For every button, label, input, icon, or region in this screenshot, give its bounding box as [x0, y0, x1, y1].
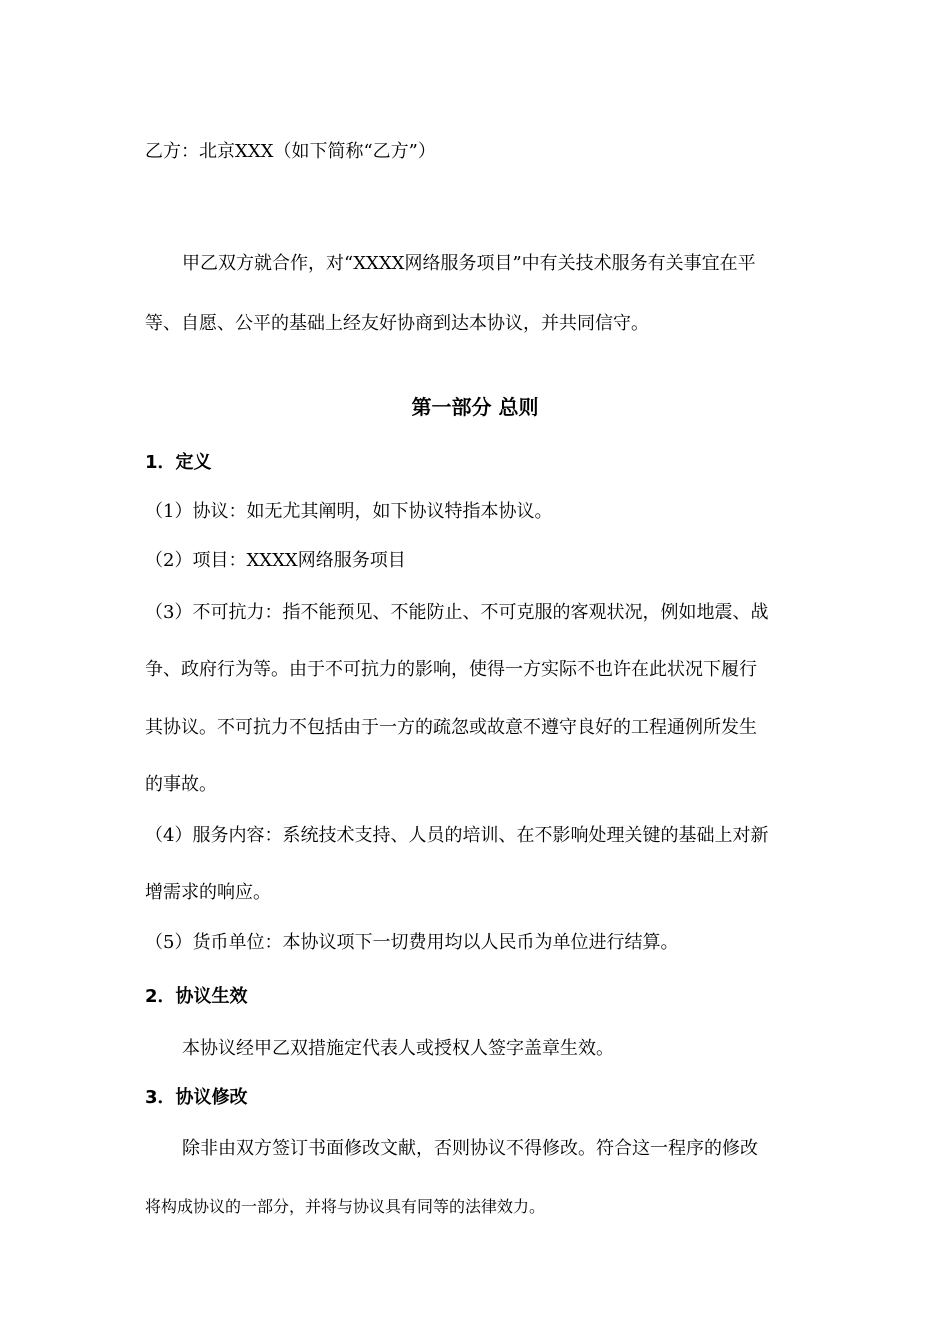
section-definitions-title: 1．定义 — [145, 452, 212, 473]
amend-line-1: 除非由双方签订书面修改文献，否则协议不得修改。符合这一程序的修改 — [182, 1138, 758, 1159]
definition-item-1: （1）协议：如无尤其阐明，如下协议特指本协议。 — [145, 501, 553, 522]
part1-title: 第一部分 总则 — [411, 395, 539, 419]
definition-item-3-line-1: （3）不可抗力：指不能预见、不能防止、不可克服的客观状况，例如地震、战 — [145, 602, 769, 623]
definition-item-3-line-4: 的事故。 — [145, 774, 217, 795]
effect-text: 本协议经甲乙双措施定代表人或授权人签字盖章生效。 — [182, 1038, 614, 1059]
intro-line-2: 等、自愿、公平的基础上经友好协商到达本协议，并共同信守。 — [145, 313, 649, 334]
definition-item-5: （5）货币单位：本协议项下一切费用均以人民币为单位进行结算。 — [145, 932, 679, 953]
section-amend-title: 3．协议修改 — [145, 1087, 248, 1108]
intro-line-1: 甲乙双方就合作，对“XXXX网络服务项目”中有关技术服务有关事宜在平 — [182, 253, 756, 274]
party-b-line: 乙方：北京XXX（如下简称“乙方”） — [145, 141, 436, 162]
definition-item-3-line-2: 争、政府行为等。由于不可抗力的影响，使得一方实际不也许在此状况下履行 — [145, 659, 757, 680]
section-effect-title: 2．协议生效 — [145, 986, 248, 1007]
definition-item-4-line-1: （4）服务内容：系统技术支持、人员的培训、在不影响处理关键的基础上对新 — [145, 825, 769, 846]
amend-line-2: 将构成协议的一部分，并将与协议具有同等的法律效力。 — [145, 1197, 546, 1216]
definition-item-4-line-2: 增需求的响应。 — [145, 882, 271, 903]
definition-item-3-line-3: 其协议。不可抗力不包括由于一方的疏忽或故意不遵守良好的工程通例所发生 — [145, 717, 757, 738]
definition-item-2: （2）项目：XXXX网络服务项目 — [145, 550, 406, 571]
